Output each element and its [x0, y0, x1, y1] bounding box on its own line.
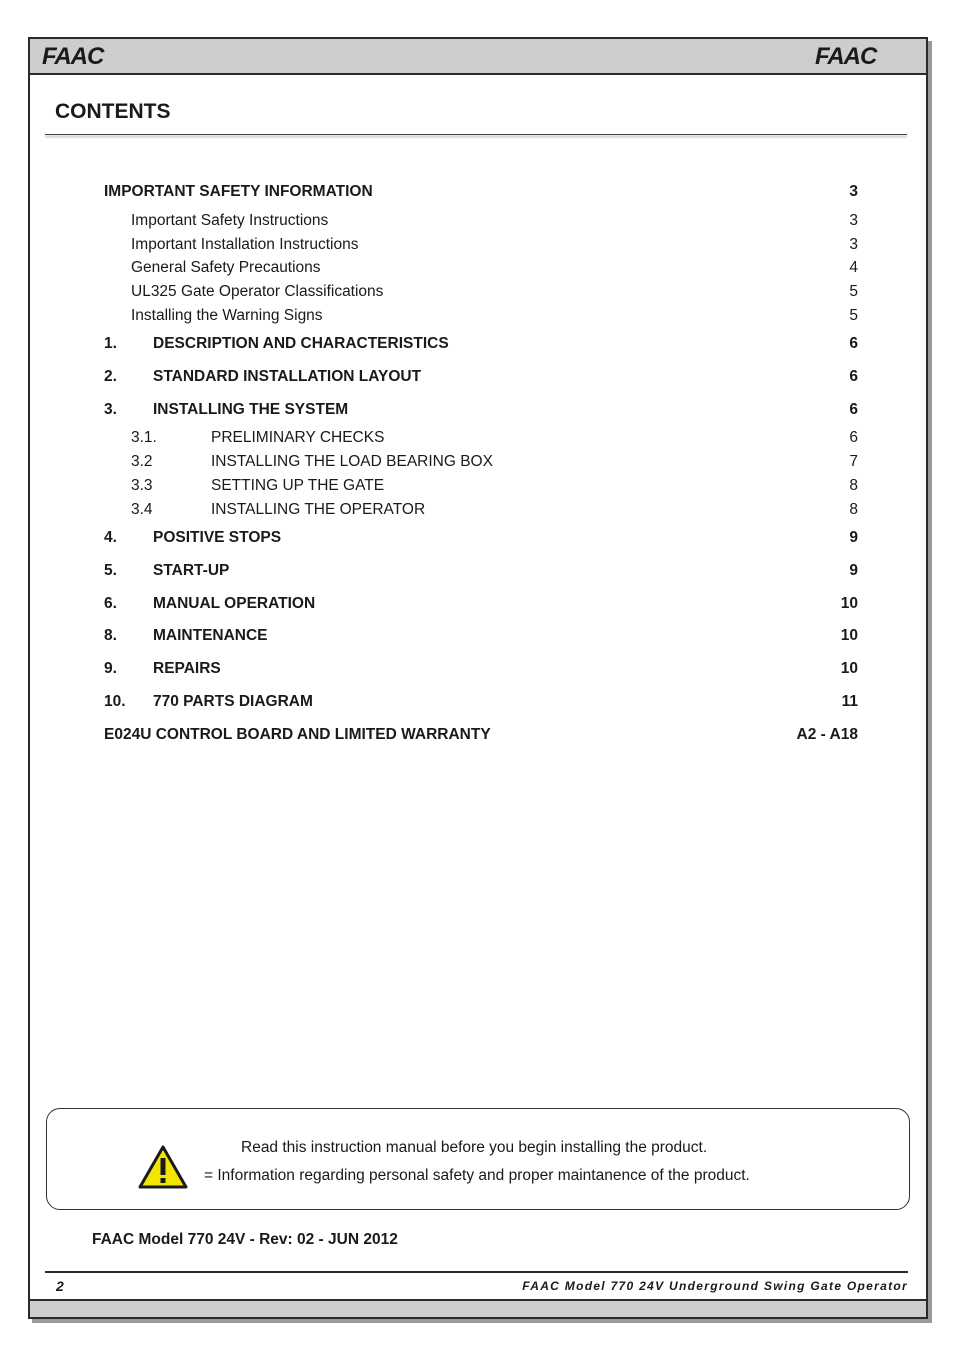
- toc-entry-number: 3.: [104, 401, 117, 418]
- toc-entry[interactable]: [0, 334, 954, 354]
- toc-entry[interactable]: [0, 659, 954, 679]
- toc-entry[interactable]: [0, 282, 954, 302]
- toc-entry-label: STANDARD INSTALLATION LAYOUT: [153, 368, 422, 385]
- toc-entry-page: 4: [849, 259, 858, 276]
- toc-entry-number: 3.3: [131, 477, 153, 494]
- toc-entry-label: General Safety Precautions: [131, 259, 321, 276]
- toc-entry-number: 10.: [104, 693, 126, 710]
- toc-entry-number: 6.: [104, 595, 117, 612]
- toc-entry[interactable]: [0, 428, 954, 448]
- toc-entry[interactable]: [0, 235, 954, 255]
- toc-entry-page: 10: [840, 627, 858, 644]
- toc-entry-page: 6: [849, 368, 858, 385]
- toc-entry[interactable]: [0, 306, 954, 326]
- toc-entry-label: E024U CONTROL BOARD AND LIMITED WARRANTY: [104, 726, 491, 743]
- toc-entry[interactable]: [0, 594, 954, 614]
- toc-entry-number: 3.2: [131, 453, 153, 470]
- footer-divider: [45, 1271, 908, 1273]
- logo-text: FAAC: [815, 45, 877, 67]
- toc-entry-label: Important Installation Instructions: [131, 236, 359, 253]
- toc-entry-page: 10: [840, 595, 858, 612]
- toc-entry[interactable]: [0, 258, 954, 278]
- toc-entry[interactable]: [0, 528, 954, 548]
- toc-entry-page: 5: [849, 283, 858, 300]
- toc-entry[interactable]: [0, 500, 954, 520]
- toc-entry-label: PRELIMINARY CHECKS: [211, 429, 385, 446]
- toc-entry[interactable]: [0, 367, 954, 387]
- page-number: 2: [56, 1278, 64, 1294]
- toc-entry-number: 3.1.: [131, 429, 157, 446]
- toc-entry-number: 5.: [104, 562, 117, 579]
- toc-entry-label: INSTALLING THE LOAD BEARING BOX: [211, 453, 493, 470]
- toc-entry[interactable]: [0, 626, 954, 646]
- toc-entry-label: UL325 Gate Operator Classifications: [131, 283, 384, 300]
- toc-entry-page: 8: [849, 477, 858, 494]
- toc-entry[interactable]: [0, 561, 954, 581]
- toc-entry-page: 7: [849, 453, 858, 470]
- model-revision: FAAC Model 770 24V - Rev: 02 - JUN 2012: [92, 1231, 398, 1248]
- toc-entry-page: 11: [841, 693, 858, 710]
- toc-entry-page: 10: [840, 660, 858, 677]
- warning-icon: [138, 1145, 188, 1189]
- toc-entry-label: IMPORTANT SAFETY INFORMATION: [104, 183, 373, 200]
- toc-entry[interactable]: [0, 211, 954, 231]
- toc-entry-number: 9.: [104, 660, 117, 677]
- toc-entry-page: 6: [849, 401, 858, 418]
- footer-product-name: FAAC Model 770 24V Underground Swing Gate Operator: [522, 1279, 908, 1293]
- logo-text: FAAC: [42, 45, 104, 67]
- toc-entry-label: DESCRIPTION AND CHARACTERISTICS: [153, 335, 449, 352]
- toc-entry-page: 8: [849, 501, 858, 518]
- toc-entry-label: INSTALLING THE SYSTEM: [153, 401, 349, 418]
- toc-entry-page: A2 - A18: [796, 726, 858, 743]
- notice-text-read-manual: Read this instruction manual before you begin installing the product.: [241, 1139, 708, 1156]
- toc-entry-number: 1.: [104, 335, 117, 352]
- toc-entry-label: MANUAL OPERATION: [153, 595, 316, 612]
- toc-entry-label: Important Safety Instructions: [131, 212, 329, 229]
- toc-entry-page: 9: [849, 529, 858, 546]
- toc-entry-number: 2.: [104, 368, 117, 385]
- toc-entry-label: REPAIRS: [153, 660, 221, 677]
- toc-entry-number: 8.: [104, 627, 117, 644]
- toc-entry-page: 3: [849, 212, 858, 229]
- toc-entry-number: 4.: [104, 529, 117, 546]
- toc-entry-number: 3.4: [131, 501, 153, 518]
- notice-text-safety-info: = Information regarding personal safety and proper maintanence of the product.: [204, 1167, 750, 1184]
- toc-entry-page: 9: [849, 562, 858, 579]
- toc-entry-label: Installing the Warning Signs: [131, 307, 323, 324]
- toc-entry[interactable]: [0, 182, 954, 202]
- toc-entry-label: 770 PARTS DIAGRAM: [153, 693, 313, 710]
- title-divider: [45, 134, 907, 135]
- footer-bar: [30, 1299, 926, 1317]
- toc-entry-label: START-UP: [153, 562, 230, 579]
- page-title: CONTENTS: [55, 100, 171, 123]
- header-bar: [30, 39, 926, 75]
- toc-entry-label: INSTALLING THE OPERATOR: [211, 501, 426, 518]
- toc-entry-page: 3: [849, 236, 858, 253]
- toc-entry-page: 5: [849, 307, 858, 324]
- toc-entry-page: 6: [849, 335, 858, 352]
- toc-entry-page: 6: [849, 429, 858, 446]
- toc-entry[interactable]: [0, 400, 954, 420]
- toc-entry[interactable]: [0, 452, 954, 472]
- toc-entry[interactable]: [0, 692, 954, 712]
- toc-entry-label: MAINTENANCE: [153, 627, 268, 644]
- faac-logo-right: [815, 45, 911, 67]
- toc-entry[interactable]: [0, 725, 954, 745]
- toc-entry-label: SETTING UP THE GATE: [211, 477, 385, 494]
- toc-entry[interactable]: [0, 476, 954, 496]
- faac-logo-left: [42, 45, 138, 67]
- toc-entry-page: 3: [849, 183, 858, 200]
- toc-entry-label: POSITIVE STOPS: [153, 529, 282, 546]
